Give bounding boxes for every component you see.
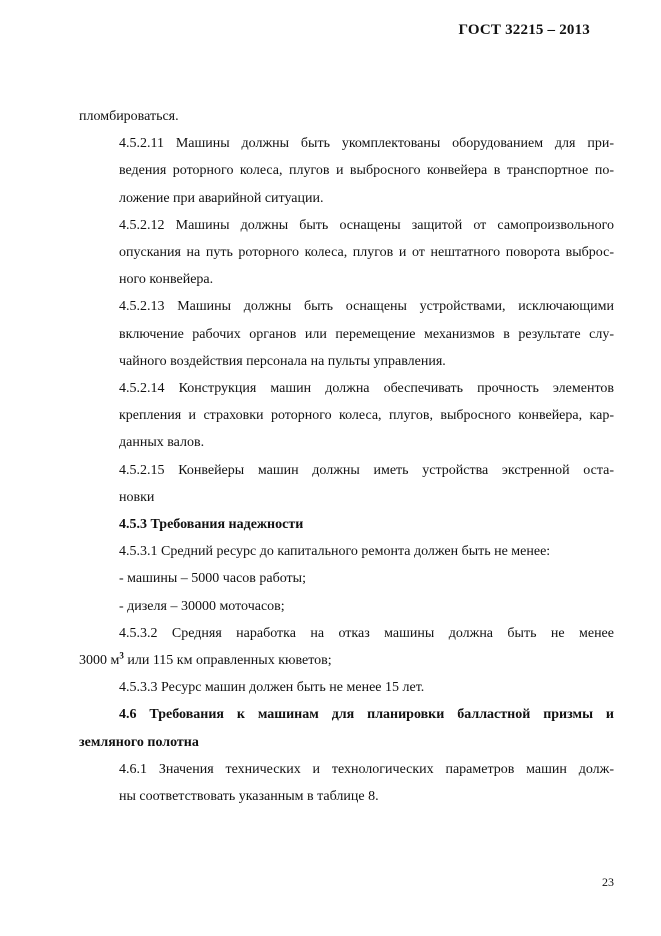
text-line: ложение при аварийной ситуации. xyxy=(119,190,324,206)
text-line: 4.6.1 Значения технических и технологических параметров машин долж- xyxy=(119,761,614,777)
text-line: ведения роторного колеса, плугов и выбросного конвейера в транспортное по- xyxy=(119,163,614,179)
paragraph-4-5-2-12 xyxy=(79,212,614,294)
paragraph-4-5-3-2 xyxy=(79,620,614,647)
text-fragment: 3000 м xyxy=(79,653,120,669)
list-item-diesel: - дизеля – 30000 моточасов; xyxy=(119,598,285,614)
text-line: 4.5.2.13 Машины должны быть оснащены устройствами, исключающими xyxy=(119,299,614,315)
text-line: ного конвейера. xyxy=(119,272,214,288)
page-number: 23 xyxy=(602,875,614,889)
paragraph-4-6-1 xyxy=(79,756,614,810)
paragraph-4-5-2-11 xyxy=(79,130,614,212)
text-line: 4.5.2.14 Конструкция машин должна обеспечивать прочность элементов xyxy=(119,381,614,397)
paragraph-4-5-2-15 xyxy=(79,457,614,511)
text-line: земляного полотна xyxy=(79,734,199,750)
text-line: чайного воздействия персонала на пульты управления. xyxy=(119,353,446,369)
list-item-machines: - машины – 5000 часов работы; xyxy=(119,571,306,587)
paragraph-4-5-3-3: 4.5.3.3 Ресурс машин должен быть не менее 15 лет. xyxy=(119,680,425,696)
paragraph-continuation: пломбироваться. xyxy=(79,109,179,124)
paragraph-4-5-2-13 xyxy=(79,293,614,375)
text-line: крепления и страховки роторного колеса, плугов, выбросного конвейера, кар- xyxy=(119,408,614,424)
superscript-cubic: 3 xyxy=(119,650,124,661)
text-line: включение рабочих органов или перемещение механизмов в результате слу- xyxy=(119,326,614,342)
document-code-header: ГОСТ 32215 – 2013 xyxy=(458,22,590,38)
paragraph-4-5-2-14 xyxy=(79,375,614,457)
text-line: 4.5.3.2 Средняя наработка на отказ машины должна быть не менее xyxy=(119,625,614,641)
text-line: опускания на путь роторного колеса, плугов и от нештатного поворота выброс- xyxy=(119,245,614,261)
text-line: 4.6 Требования к машинам для планировки балластной призмы и xyxy=(119,707,614,723)
text-line: данных валов. xyxy=(119,435,205,451)
text-line: 4.5.2.12 Машины должны быть оснащены защитой от самопроизвольного xyxy=(119,217,614,233)
text-fragment: или 115 км оправленных кюветов; xyxy=(123,653,332,669)
section-heading-4-5-3: 4.5.3 Требования надежности xyxy=(119,517,304,533)
document-body xyxy=(79,103,614,810)
paragraph-4-5-3-2-cont xyxy=(79,647,614,674)
paragraph-4-5-3-1: 4.5.3.1 Средний ресурс до капитального ремонта должен быть не менее: xyxy=(119,544,551,560)
section-heading-4-6 xyxy=(79,701,614,755)
text-line: 4.5.2.11 Машины должны быть укомплектованы оборудованием для при- xyxy=(119,136,614,152)
text-line: новки xyxy=(119,489,155,505)
text-line: 4.5.2.15 Конвейеры машин должны иметь устройства экстренной оста- xyxy=(119,462,614,478)
text-line: ны соответствовать указанным в таблице 8. xyxy=(119,789,379,805)
